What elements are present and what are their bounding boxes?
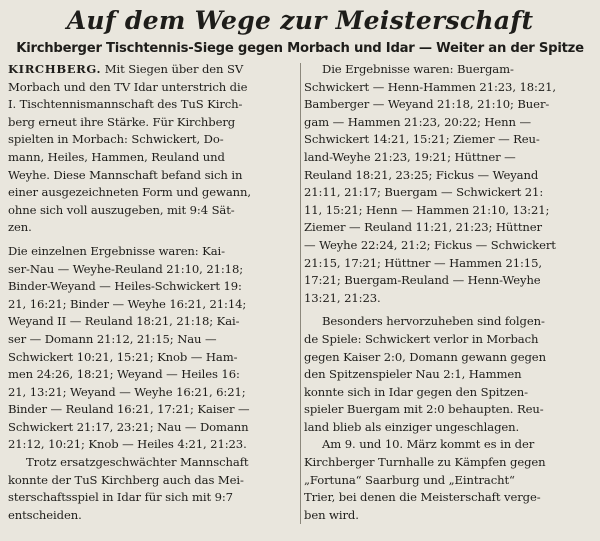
text-line: einer ausgezeichneten Form und gewann, [8,185,251,200]
paragraph-idar [8,454,296,524]
text-line: Reuland 18:21, 23:25; Fickus — Weyand [304,167,539,182]
text-line: Trier, bei denen die Meisterschaft verge- [304,490,541,505]
text-line: land-Weyhe 21:23, 19:21; Hüttner — [304,149,516,164]
text-line: Binder-Weyand — Heiles-Schwickert 19: [8,279,242,294]
text-line: gegen Kaiser 2:0, Domann gewann gegen [304,349,546,364]
text-line: 17:21; Buergam-Reuland — Henn-Weyhe [304,273,541,288]
text-line: Schwickert 10:21, 15:21; Knob — Ham- [8,349,238,364]
text-line: spieler Buergam mit 2:0 behaupten. Reu- [304,402,544,417]
text-line: konnte der TuS Kirchberg auch das Mei- [8,472,244,487]
text-line: ser-Nau — Weyhe-Reuland 21:10, 21:18; [8,261,244,276]
text-line: Am 9. und 10. März kommt es in der [322,437,535,452]
text-line: „Fortuna“ Saarburg und „Eintracht“ [304,472,515,487]
text-line: Schwickert — Henn-Hammen 21:23, 18:21, [304,79,557,94]
text-line: Weyhe. Diese Mannschaft befand sich in [8,167,243,182]
paragraph-upcoming [304,436,592,524]
text-line: sterschaftsspiel in Idar für sich mit 9:7 [8,490,233,505]
text-line: ben wird. [304,507,359,522]
left-column [8,61,296,524]
text-line: ohne sich voll auszugeben, mit 9:4 Sät- [8,202,235,217]
text-line: Die einzelnen Ergebnisse waren: Kai- [8,243,225,258]
text-line: 21, 13:21; Weyand — Weyhe 16:21, 6:21; [8,384,246,399]
text-line: Die Ergebnisse waren: Buergam- [322,62,514,76]
text-line: Ziemer — Reuland 11:21, 21:23; Hüttner [304,220,542,235]
text-line: I. Tischtennismannschaft des TuS Kirch- [8,97,243,112]
text-line: ser — Domann 21:12, 21:15; Nau — [8,331,217,346]
article-body [8,61,592,524]
paragraph-idar-results [304,61,592,307]
text-line: 21:11, 21:17; Buergam — Schwickert 21: [304,185,544,200]
dateline: KIRCHBERG. [8,62,102,76]
column-rule [300,63,301,524]
right-column [304,61,592,524]
headline: Auf dem Wege zur Meisterschaft [66,6,534,35]
text-line: gam — Hammen 21:23, 20:22; Henn — [304,114,531,129]
text-line: de Spiele: Schwickert verlor in Morbach [304,331,539,346]
text-line: 21, 16:21; Binder — Weyhe 16:21, 21:14; [8,296,247,311]
text-line: Schwickert 14:21, 15:21; Ziemer — Reu- [304,132,540,147]
text-line: entscheiden. [8,507,82,522]
text-line: Morbach und den TV Idar unterstrich die [8,79,248,94]
text-line: Weyand II — Reuland 18:21, 21:18; Kai- [8,314,240,329]
text-line: 21:15, 17:21; Hüttner — Hammen 21:15, [304,255,542,270]
text-line: KIRCHBERG. Mit Siegen über den SV [8,62,244,76]
text-line: 13:21, 21:23. [304,290,381,305]
text-line: Trotz ersatzgeschwächter Mannschaft [26,455,249,470]
text-line: Bamberger — Weyand 21:18, 21:10; Buer- [304,97,550,112]
subheadline: Kirchberger Tischtennis-Siege gegen Morbach und Idar — Weiter an der Spitze [16,41,584,56]
text-line: den Spitzenspieler Nau 2:1, Hammen [304,367,522,382]
text-line: mann, Heiles, Hammen, Reuland und [8,149,225,164]
paragraph-intro [8,61,296,237]
text-line: spielten in Morbach: Schwickert, Do- [8,132,224,147]
text-line: Binder — Reuland 16:21, 17:21; Kaiser — [8,402,250,417]
text-line: Besonders hervorzuheben sind folgen- [322,314,545,329]
text-line: konnte sich in Idar gegen den Spitzen- [304,384,528,399]
text-line: 21:12, 10:21; Knob — Heiles 4:21, 21:23. [8,437,247,452]
text-line: land blieb als einziger ungeschlagen. [304,419,520,434]
text-line: berg erneut ihre Stärke. Für Kirchberg [8,114,236,129]
paragraph-morbach-results [8,243,296,454]
paragraph-highlights [304,313,592,436]
text-line: zen. [8,220,32,235]
text-line: Kirchberger Turnhalle zu Kämpfen gegen [304,455,546,470]
text-line: — Weyhe 22:24, 21:2; Fickus — Schwickert [304,237,556,252]
text-line: men 24:26, 18:21; Weyand — Heiles 16: [8,367,240,382]
text-line: Schwickert 21:17, 23:21; Nau — Domann [8,419,249,434]
text-line: 11, 15:21; Henn — Hammen 21:10, 13:21; [304,202,550,217]
